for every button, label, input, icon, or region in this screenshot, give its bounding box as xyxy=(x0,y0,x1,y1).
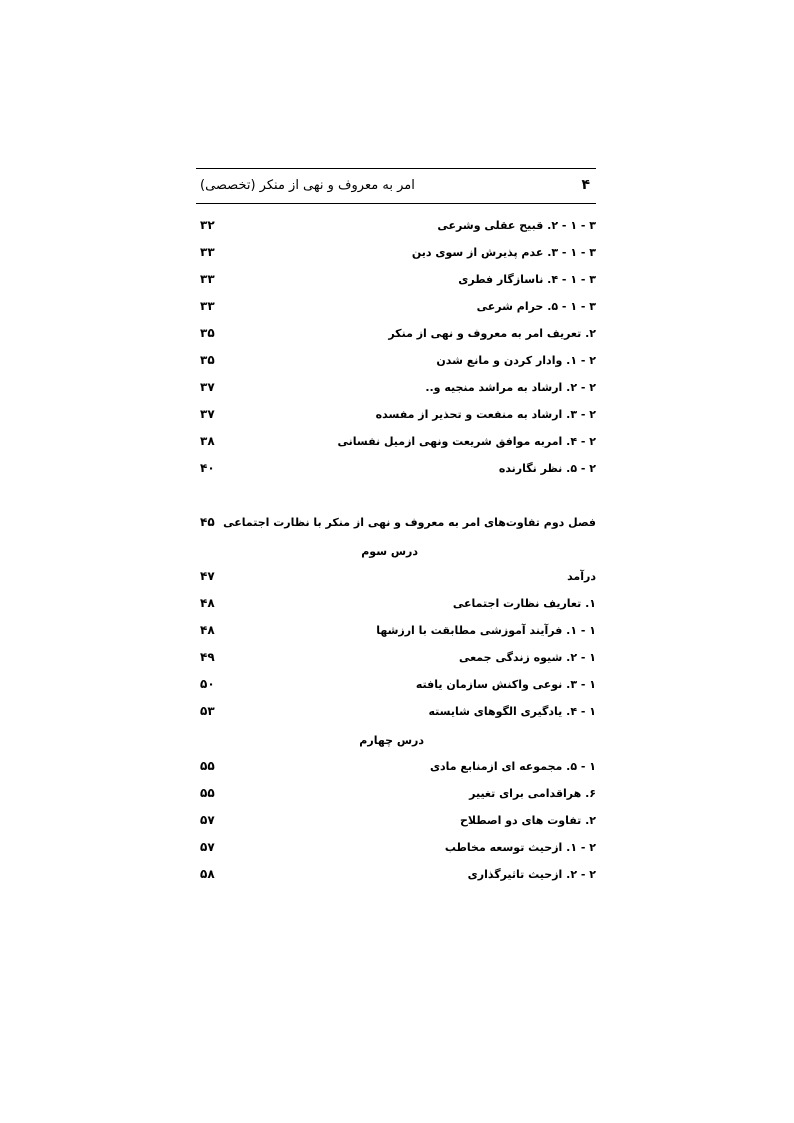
toc-entry-page: ۳۳ xyxy=(200,299,215,313)
toc-entry[interactable] xyxy=(196,379,596,399)
running-header xyxy=(196,168,596,204)
toc-entry-page: ۵۷ xyxy=(200,813,215,827)
toc-entry-page: ۵۷ xyxy=(200,840,215,854)
toc-entry-page: ۳۷ xyxy=(200,407,215,421)
toc-entry[interactable] xyxy=(196,703,596,723)
toc-entry-title: ۲ - ۲. ازحیث تاثیرگذاری xyxy=(467,868,596,881)
toc-entry-page: ۴۰ xyxy=(200,461,215,475)
toc-entry[interactable] xyxy=(196,460,596,480)
toc-entry-title: ۲. تعریف امر به معروف و نهی از منکر xyxy=(388,327,596,340)
toc-entry-page: ۴۸ xyxy=(200,623,215,637)
toc-entry-page: ۴۸ xyxy=(200,596,215,610)
toc-entry-title: ۱. تعاریف نظارت اجتماعی xyxy=(452,597,596,610)
toc-entry[interactable] xyxy=(196,568,596,588)
toc-entry-page: ۳۷ xyxy=(200,380,215,394)
toc-entry[interactable] xyxy=(196,839,596,859)
toc-entry[interactable] xyxy=(196,217,596,237)
toc-entry[interactable] xyxy=(196,622,596,642)
toc-entry-title: ۱ - ۳. نوعی واکنش سازمان یافته xyxy=(415,678,596,691)
toc-entry[interactable] xyxy=(196,298,596,318)
toc-entry[interactable] xyxy=(196,785,596,805)
toc-entry-title: ۳ - ۱ - ۲. قبیح عقلی وشرعی xyxy=(437,219,596,232)
toc-entry-page: ۳۲ xyxy=(200,218,215,232)
toc-chapter-entry[interactable] xyxy=(196,514,596,534)
toc-entry-page: ۵۵ xyxy=(200,786,215,800)
toc-entry-title: ۶. هراقدامی برای تغییر xyxy=(469,787,596,800)
toc-entry-page: ۵۰ xyxy=(200,677,215,691)
toc-entry-title: ۲ - ۲. ارشاد به مراشد منجیه و.. xyxy=(425,381,596,394)
toc-entry[interactable] xyxy=(196,406,596,426)
toc-entry-page: ۳۵ xyxy=(200,353,215,367)
toc-entry-title: ۲. تفاوت های دو اصطلاح xyxy=(459,814,596,827)
toc-entry[interactable] xyxy=(196,271,596,291)
toc-entry-title: درآمد xyxy=(567,570,596,583)
toc-entry-page: ۵۵ xyxy=(200,759,215,773)
toc-entry-page: ۴۷ xyxy=(200,569,215,583)
toc-entry-title: ۱ - ۵. مجموعه ای ازمنابع مادی xyxy=(429,760,596,773)
toc-entry-title: ۳ - ۱ - ۴. ناسازگار فطری xyxy=(458,273,596,286)
toc-entry-title: ۲ - ۵. نظر نگارنده xyxy=(498,462,596,475)
toc-entry[interactable] xyxy=(196,812,596,832)
toc-entry[interactable] xyxy=(196,758,596,778)
lesson-heading: درس سوم xyxy=(361,545,418,558)
toc-entry-page: ۳۵ xyxy=(200,326,215,340)
toc-chapter-title: فصل دوم تفاوت‌های امر به معروف و نهی از منکر با نظارت اجتماعی xyxy=(223,516,596,529)
toc-entry-title: ۱ - ۱. فرآیند آموزشی مطابقت با ارزشها xyxy=(376,624,596,637)
toc-entry[interactable] xyxy=(196,244,596,264)
toc-entry-title: ۳ - ۱ - ۳. عدم پذیرش از سوی دین xyxy=(411,246,596,259)
toc-entry-title: ۱ - ۴. یادگیری الگوهای شایسته xyxy=(428,705,596,718)
toc-entry[interactable] xyxy=(196,649,596,669)
toc-entry-title: ۲ - ۳. ارشاد به منفعت و تحذیر از مفسده xyxy=(375,408,596,421)
toc-entry-title: ۲ - ۴. امربه موافق شریعت ونهی ازمیل نفسانی xyxy=(337,435,596,448)
book-title: امر به معروف و نهی از منکر (تخصصی) xyxy=(200,178,415,193)
toc-entry[interactable] xyxy=(196,325,596,345)
toc-entry-page: ۳۳ xyxy=(200,245,215,259)
toc-entry-page: ۵۳ xyxy=(200,704,215,718)
toc-entry-title: ۳ - ۱ - ۵. حرام شرعی xyxy=(476,300,596,313)
toc-entry-page: ۳۳ xyxy=(200,272,215,286)
toc-entry-page: ۳۸ xyxy=(200,434,215,448)
lesson-heading: درس چهارم xyxy=(359,734,424,747)
toc-entry-title: ۲ - ۱. وادار کردن و مانع شدن xyxy=(436,354,596,367)
toc-entry[interactable] xyxy=(196,595,596,615)
page-number: ۴ xyxy=(581,177,590,193)
toc-entry[interactable] xyxy=(196,433,596,453)
toc-entry[interactable] xyxy=(196,866,596,886)
toc-entry-title: ۲ - ۱. ازحیث توسعه مخاطب xyxy=(444,841,596,854)
toc-entry-title: ۱ - ۲. شیوه زندگی جمعی xyxy=(458,651,596,664)
toc-entry[interactable] xyxy=(196,676,596,696)
toc-entry-page: ۵۸ xyxy=(200,867,215,881)
toc-entry-page: ۴۹ xyxy=(200,650,215,664)
toc-entry-page: ۴۵ xyxy=(200,515,215,529)
toc-entry[interactable] xyxy=(196,352,596,372)
